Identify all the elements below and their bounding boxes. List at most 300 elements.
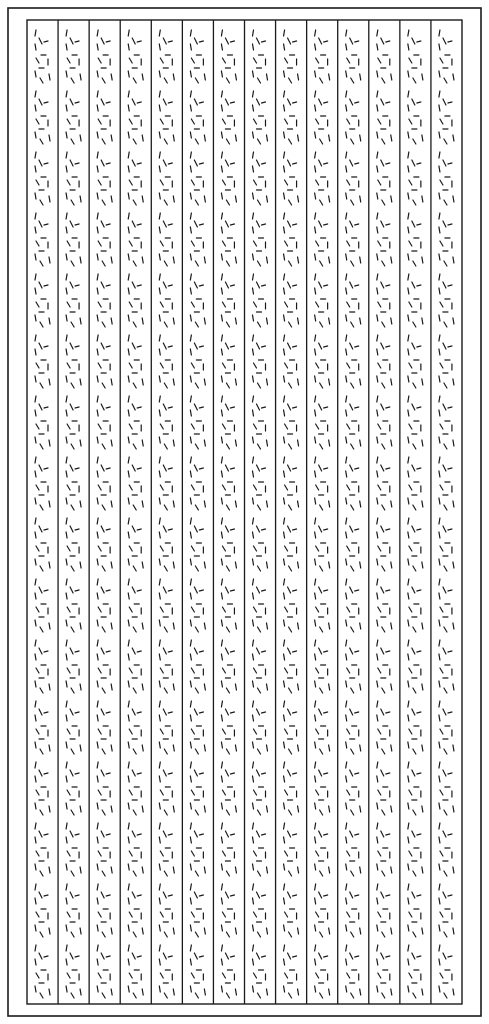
perforation-dash <box>254 241 257 246</box>
perforation-dash <box>439 762 440 768</box>
perforation-dash <box>293 529 297 530</box>
perforation-dash <box>128 44 129 50</box>
perforation-dash <box>75 956 79 957</box>
perforation-dash <box>67 973 70 978</box>
perforation-dash <box>163 343 166 349</box>
perforation-dash <box>230 590 234 591</box>
perforation-dash <box>319 587 322 593</box>
perforation-dash <box>258 505 261 510</box>
perforation-dash <box>160 424 163 429</box>
perforation-dash <box>284 193 285 199</box>
perforation-dash <box>67 241 70 246</box>
perforation-dash <box>71 688 74 693</box>
perforation-dash <box>315 823 316 829</box>
perforation-dash <box>448 529 452 530</box>
perforation-dash <box>39 343 42 349</box>
perforation-dash <box>159 410 160 416</box>
perforation-dash <box>111 623 112 629</box>
perforation-dash <box>257 404 260 410</box>
perforation-dash <box>204 623 205 629</box>
perforation-dash <box>440 180 443 185</box>
perforation-dash <box>258 993 261 998</box>
perforation-dash <box>80 928 81 934</box>
perforation-dash <box>98 241 101 246</box>
perforation-dash <box>159 30 160 36</box>
perforation-dash <box>199 651 203 652</box>
perforation-dash <box>439 640 440 646</box>
perforation-dash <box>346 762 347 768</box>
perforation-dash <box>159 803 160 809</box>
perforation-dash <box>195 688 198 693</box>
perforation-dash <box>284 471 285 477</box>
perforation-dash <box>257 343 260 349</box>
perforation-dash <box>101 587 104 593</box>
perforation-dash <box>408 315 409 321</box>
perforation-dash <box>316 546 319 551</box>
perforation-dash <box>284 715 285 721</box>
perforation-dash <box>439 803 440 809</box>
perforation-dash <box>67 485 70 490</box>
perforation-dash <box>293 346 297 347</box>
perforation-dash <box>66 559 67 565</box>
perforation-dash <box>288 38 291 44</box>
perforation-dash <box>408 884 409 890</box>
perforation-dash <box>315 71 316 77</box>
perforation-dash <box>412 587 415 593</box>
perforation-dash <box>159 349 160 355</box>
perforation-dash <box>225 160 228 166</box>
perforation-dash <box>417 773 421 774</box>
perforation-dash <box>412 160 415 166</box>
perforation-dash <box>132 831 135 837</box>
perforation-dash <box>453 806 454 812</box>
perforation-dash <box>377 925 378 931</box>
perforation-dash <box>133 627 136 632</box>
perforation-dash <box>221 105 222 111</box>
perforation-dash <box>408 213 409 219</box>
perforation-dash <box>253 803 254 809</box>
perforation-dash <box>97 518 98 524</box>
perforation-dash <box>377 640 378 646</box>
perforation-dash <box>168 590 172 591</box>
perforation-dash <box>346 396 347 402</box>
perforation-dash <box>257 648 260 654</box>
perforation-dash <box>315 410 316 416</box>
perforation-dash <box>191 668 194 673</box>
perforation-dash <box>80 745 81 751</box>
perforation-dash <box>346 742 347 748</box>
panel-strip <box>377 30 392 998</box>
perforation-dash <box>440 851 443 856</box>
perforation-dash <box>319 221 322 227</box>
perforation-dash <box>253 213 254 219</box>
perforation-dash <box>49 501 50 507</box>
perforation-dash <box>111 562 112 568</box>
perforation-dash <box>66 898 67 904</box>
perforation-dash <box>262 590 266 591</box>
perforation-dash <box>133 383 136 388</box>
perforation-dash <box>284 132 285 138</box>
perforation-dash <box>453 989 454 995</box>
perforation-dash <box>80 379 81 385</box>
perforation-dash <box>289 322 292 327</box>
perforation-dash <box>253 30 254 36</box>
perforation-dash <box>324 590 328 591</box>
perforation-dash <box>128 762 129 768</box>
perforation-dash <box>377 593 378 599</box>
perforation-dash <box>204 989 205 995</box>
perforation-dash <box>129 363 132 368</box>
perforation-dash <box>159 315 160 321</box>
perforation-dash <box>173 318 174 324</box>
perforation-dash <box>132 465 135 471</box>
perforation-dash <box>439 254 440 260</box>
perforation-dash <box>40 627 43 632</box>
perforation-dash <box>439 227 440 233</box>
perforation-dash <box>163 892 166 898</box>
perforation-dash <box>66 71 67 77</box>
perforation-dash <box>194 892 197 898</box>
perforation-dash <box>142 318 143 324</box>
perforation-dash <box>347 912 350 917</box>
perforation-dash <box>346 620 347 626</box>
perforation-dash <box>98 119 101 124</box>
perforation-dash <box>106 529 110 530</box>
perforation-dash <box>315 837 316 843</box>
perforation-dash <box>66 701 67 707</box>
perforation-dash <box>128 898 129 904</box>
perforation-dash <box>235 989 236 995</box>
perforation-dash <box>315 457 316 463</box>
perforation-dash <box>412 953 415 959</box>
perforation-dash <box>409 424 412 429</box>
perforation-dash <box>258 261 261 266</box>
perforation-dash <box>382 932 385 937</box>
perforation-dash <box>190 559 191 565</box>
perforation-dash <box>225 465 228 471</box>
perforation-dash <box>284 254 285 260</box>
perforation-dash <box>221 498 222 504</box>
perforation-dash <box>315 701 316 707</box>
perforation-dash <box>381 282 384 288</box>
perforation-dash <box>422 196 423 202</box>
perforation-dash <box>191 729 194 734</box>
perforation-dash <box>355 529 359 530</box>
perforation-dash <box>230 956 234 957</box>
perforation-dash <box>168 285 172 286</box>
perforation-dash <box>221 593 222 599</box>
perforation-dash <box>284 396 285 402</box>
perforation-dash <box>298 684 299 690</box>
perforation-dash <box>133 322 136 327</box>
perforation-dash <box>288 648 291 654</box>
perforation-dash <box>360 135 361 141</box>
perforation-dash <box>159 91 160 97</box>
perforation-dash <box>97 213 98 219</box>
perforation-dash <box>35 715 36 721</box>
perforation-dash <box>351 444 354 449</box>
perforation-dash <box>443 709 446 715</box>
perforation-dash <box>137 224 141 225</box>
perforation-dash <box>102 322 105 327</box>
perforation-dash <box>284 30 285 36</box>
perforation-dash <box>102 566 105 571</box>
perforation-dash <box>160 363 163 368</box>
perforation-dash <box>35 559 36 565</box>
perforation-dash <box>254 302 257 307</box>
perforation-dash <box>351 993 354 998</box>
perforation-dash <box>288 160 291 166</box>
perforation-dash <box>254 58 257 63</box>
perforation-dash <box>382 383 385 388</box>
perforation-dash <box>377 701 378 707</box>
perforation-dash <box>284 579 285 585</box>
perforation-dash <box>408 254 409 260</box>
perforation-dash <box>316 424 319 429</box>
perforation-dash <box>35 91 36 97</box>
perforation-dash <box>258 78 261 83</box>
perforation-dash <box>106 346 110 347</box>
perforation-dash <box>413 261 416 266</box>
perforation-dash <box>253 776 254 782</box>
perforation-dash <box>159 640 160 646</box>
perforation-dash <box>221 654 222 660</box>
perforation-dash <box>164 139 167 144</box>
perforation-dash <box>386 407 390 408</box>
perforation-dash <box>285 119 288 124</box>
perforation-dash <box>159 193 160 199</box>
perforation-dash <box>168 895 172 896</box>
perforation-dash <box>97 959 98 965</box>
perforation-dash <box>422 440 423 446</box>
perforation-dash <box>346 898 347 904</box>
perforation-dash <box>35 593 36 599</box>
perforation-dash <box>377 288 378 294</box>
perforation-dash <box>222 851 225 856</box>
perforation-dash <box>40 78 43 83</box>
perforation-dash <box>315 559 316 565</box>
perforation-dash <box>67 546 70 551</box>
perforation-dash <box>129 607 132 612</box>
perforation-dash <box>258 932 261 937</box>
perforation-dash <box>97 274 98 280</box>
perforation-dash <box>298 379 299 385</box>
perforation-dash <box>417 956 421 957</box>
perforation-dash <box>164 444 167 449</box>
perforation-dash <box>346 227 347 233</box>
perforation-dash <box>190 71 191 77</box>
perforation-dash <box>381 892 384 898</box>
perforation-dash <box>377 457 378 463</box>
perforation-dash <box>350 770 353 776</box>
perforation-dash <box>253 71 254 77</box>
perforation-dash <box>128 925 129 931</box>
perforation-dash <box>262 346 266 347</box>
perforation-dash <box>289 261 292 266</box>
perforation-dash <box>417 468 421 469</box>
perforation-dash <box>409 729 412 734</box>
perforation-dash <box>70 160 73 166</box>
perforation-dash <box>35 437 36 443</box>
perforation-dash <box>67 58 70 63</box>
perforation-dash <box>66 166 67 172</box>
perforation-dash <box>253 945 254 951</box>
perforation-dash <box>417 41 421 42</box>
perforation-dash <box>284 803 285 809</box>
perforation-dash <box>408 559 409 565</box>
perforation-dash <box>315 44 316 50</box>
perforation-dash <box>257 526 260 532</box>
perforation-dash <box>195 627 198 632</box>
perforation-dash <box>288 770 291 776</box>
perforation-dash <box>40 200 43 205</box>
perforation-dash <box>128 274 129 280</box>
perforation-dash <box>49 74 50 80</box>
perforation-dash <box>35 803 36 809</box>
perforation-dash <box>391 989 392 995</box>
perforation-dash <box>257 465 260 471</box>
perforation-dash <box>422 257 423 263</box>
perforation-dash <box>106 773 110 774</box>
perforation-dash <box>235 257 236 263</box>
perforation-dash <box>101 221 104 227</box>
perforation-dash <box>191 912 194 917</box>
perforation-dash <box>75 224 79 225</box>
perforation-dash <box>194 709 197 715</box>
perforation-dash <box>159 559 160 565</box>
perforation-dash <box>128 532 129 538</box>
perforation-dash <box>254 424 257 429</box>
perforation-dash <box>293 773 297 774</box>
perforation-dash <box>284 532 285 538</box>
perforation-dash <box>253 315 254 321</box>
perforation-dash <box>324 346 328 347</box>
perforation-dash <box>355 956 359 957</box>
perforation-dash <box>324 163 328 164</box>
perforation-dash <box>378 546 381 551</box>
perforation-dash <box>329 684 330 690</box>
perforation-dash <box>408 959 409 965</box>
perforation-dash <box>97 44 98 50</box>
perforation-dash <box>346 945 347 951</box>
perforation-dash <box>320 444 323 449</box>
perforation-dash <box>320 200 323 205</box>
perforation-dash <box>39 99 42 105</box>
perforation-dash <box>163 587 166 593</box>
perforation-dash <box>39 892 42 898</box>
perforation-dash <box>315 227 316 233</box>
perforation-dash <box>439 945 440 951</box>
perforation-dash <box>160 607 163 612</box>
perforation-dash <box>235 74 236 80</box>
perforation-dash <box>453 135 454 141</box>
perforation-dash <box>284 274 285 280</box>
perforation-dash <box>360 257 361 263</box>
perforation-dash <box>377 227 378 233</box>
perforation-dash <box>355 773 359 774</box>
perforation-dash <box>315 803 316 809</box>
perforation-dash <box>316 851 319 856</box>
perforation-dash <box>346 315 347 321</box>
perforation-dash <box>298 257 299 263</box>
perforation-dash <box>346 254 347 260</box>
perforation-dash <box>381 221 384 227</box>
perforation-dash <box>160 668 163 673</box>
perforation-dash <box>413 444 416 449</box>
perforation-dash <box>132 770 135 776</box>
perforation-dash <box>35 376 36 382</box>
perforation-dash <box>346 681 347 687</box>
perforation-dash <box>97 471 98 477</box>
perforation-dash <box>324 834 328 835</box>
perforation-dash <box>35 227 36 233</box>
perforation-dash <box>267 74 268 80</box>
perforation-dash <box>288 587 291 593</box>
perforation-dash <box>191 607 194 612</box>
perforation-dash <box>350 526 353 532</box>
perforation-dash <box>199 773 203 774</box>
perforation-dash <box>288 282 291 288</box>
perforation-dash <box>316 485 319 490</box>
perforation-dash <box>409 302 412 307</box>
perforation-dash <box>111 928 112 934</box>
perforation-dash <box>285 241 288 246</box>
perforation-dash <box>298 196 299 202</box>
perforation-dash <box>408 335 409 341</box>
perforation-dash <box>443 160 446 166</box>
perforation-dash <box>360 745 361 751</box>
perforation-dash <box>377 498 378 504</box>
perforation-dash <box>377 376 378 382</box>
perforation-dash <box>413 566 416 571</box>
perforation-dash <box>377 884 378 890</box>
perforation-dash <box>173 989 174 995</box>
perforation-dash <box>285 424 288 429</box>
perforation-dash <box>40 993 43 998</box>
perforation-dash <box>253 593 254 599</box>
perforation-dash <box>67 851 70 856</box>
perforation-dash <box>159 593 160 599</box>
perforation-dash <box>267 318 268 324</box>
perforation-dash <box>417 651 421 652</box>
perforation-dash <box>204 257 205 263</box>
perforation-dash <box>408 925 409 931</box>
perforation-dash <box>168 407 172 408</box>
perforation-dash <box>298 623 299 629</box>
panel-strip <box>128 30 143 998</box>
perforation-dash <box>159 837 160 843</box>
perforation-dash <box>329 440 330 446</box>
perforation-dash <box>168 834 172 835</box>
panel-strip <box>253 30 268 998</box>
perforation-dash <box>346 776 347 782</box>
perforation-dash <box>444 688 447 693</box>
perforation-dash <box>253 132 254 138</box>
perforation-dash <box>163 160 166 166</box>
perforation-dash <box>35 742 36 748</box>
perforation-dash <box>448 712 452 713</box>
perforation-dash <box>75 407 79 408</box>
perforation-dash <box>191 241 194 246</box>
perforation-dash <box>315 762 316 768</box>
perforation-dash <box>262 712 266 713</box>
perforation-dash <box>320 627 323 632</box>
perforation-dash <box>289 139 292 144</box>
perforation-dash <box>351 78 354 83</box>
perforation-dash <box>133 993 136 998</box>
perforation-dash <box>221 701 222 707</box>
perforation-dash <box>355 834 359 835</box>
